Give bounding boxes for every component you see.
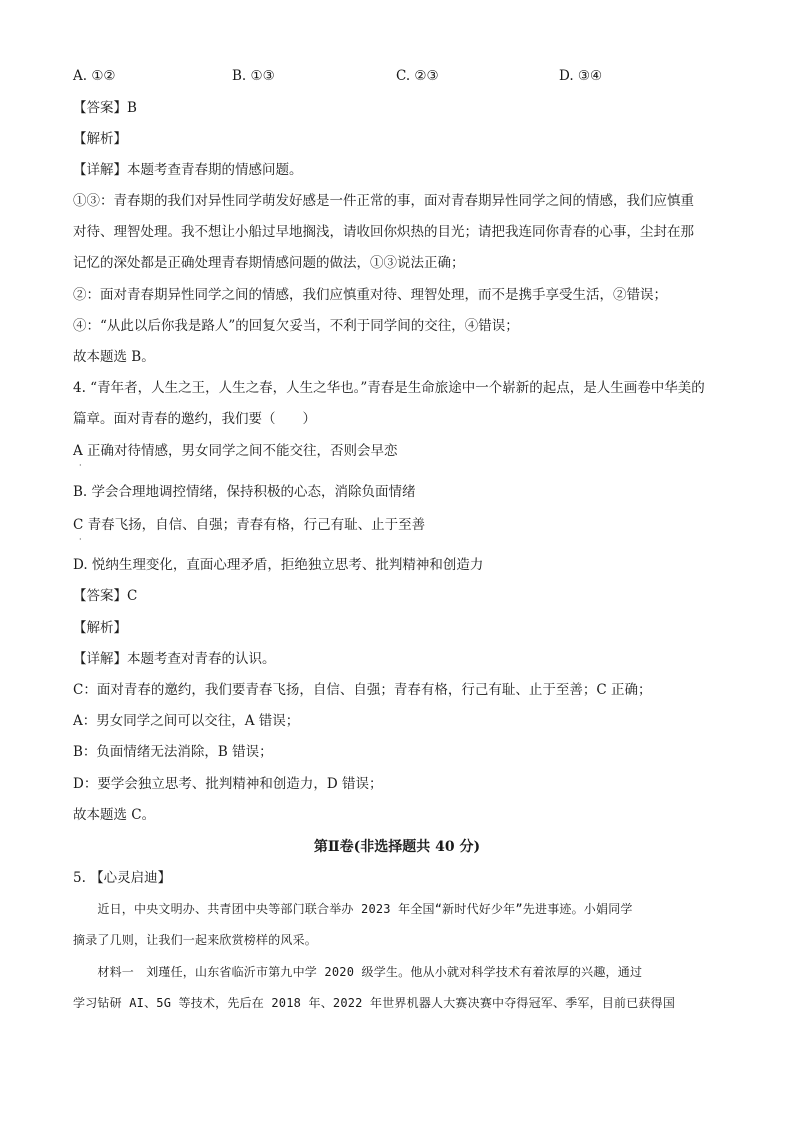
q5-header: 5. 【心灵启迪】: [73, 870, 172, 886]
q3-analysis-label: 【解析】: [73, 131, 127, 147]
q4-answer: 【答案】C: [73, 588, 138, 604]
q4-explanation-line: D：要学会独立思考、批判精神和创造力，D 错误；: [73, 776, 383, 792]
q3-explanation-line: 对待、理智处理。我不想让小船过早地搁浅，请收回你炽热的目光；请把我连同你青春的心事，尘封在那: [73, 224, 694, 240]
option-a: A. ①②: [73, 68, 116, 84]
q3-conclusion: 故本题选 B。: [73, 349, 155, 365]
q4-analysis-label: 【解析】: [73, 620, 127, 636]
q3-explanation-line: ②：面对青春期异性同学之间的情感，我们应慎重对待、理智处理，而不是携手享受生活，②错误；: [73, 287, 667, 303]
q4-option-c: C 青春飞扬，自信、自强；青春有格，行己有耻、止于至善: [73, 517, 426, 533]
option-c: C. ②③: [396, 68, 439, 84]
q3-explanation-line: 记忆的深处都是正确处理青春期情感问题的做法，①③说法正确；: [73, 255, 465, 271]
q4-explanation-line: B：负面情绪无法消除，B 错误；: [73, 744, 273, 760]
q4-conclusion: 故本题选 C。: [73, 807, 156, 823]
q5-material-line: 学习钻研 AI、5G 等技术，先后在 2018 年、2022 年世界机器人大赛决赛中夺得冠军、季军，目前已获得国: [73, 996, 676, 1010]
q4-stem: 4. “青年者，人生之王，人生之春，人生之华也。”青春是生命旅途中一个崭新的起点，是人生画卷中华美的: [73, 380, 705, 396]
stray-dot: ·: [79, 461, 82, 470]
q4-option-a: A 正确对待情感，男女同学之间不能交往，否则会早恋: [73, 443, 398, 459]
section-title: 第Ⅱ卷(非选择题共 40 分): [313, 839, 481, 855]
stray-dot: ·: [79, 535, 82, 544]
q3-detail: 【详解】本题考查青春期的情感问题。: [73, 162, 303, 178]
q4-explanation-line: C：面对青春的邀约，我们要青春飞扬，自信、自强；青春有格，行己有耻、止于至善；C 正确；: [73, 682, 652, 698]
q4-option-d: D. 悦纳生理变化，直面心理矛盾，拒绝独立思考、批判精神和创造力: [73, 557, 484, 573]
q3-explanation-line: ④：“从此以后你我是路人”的回复欠妥当，不利于同学间的交往，④错误；: [73, 318, 519, 334]
q4-option-b: B. 学会合理地调控情绪，保持积极的心态，消除负面情绪: [73, 484, 416, 500]
q4-detail: 【详解】本题考查对青春的认识。: [73, 651, 276, 667]
q5-intro-line: 摘录了几则，让我们一起来欣赏榜样的风采。: [73, 933, 318, 947]
option-b: B. ①③: [232, 68, 275, 84]
q3-answer: 【答案】B: [73, 100, 137, 116]
q5-intro-line: 近日，中央文明办、共青团中央等部门联合举办 2023 年全国“新时代好少年”先进事迹。小娟同学: [73, 902, 633, 916]
q3-explanation-line: ①③：青春期的我们对异性同学萌发好感是一件正常的事，面对青春期异性同学之间的情感，我们应慎重: [73, 193, 694, 209]
option-d: D. ③④: [559, 68, 603, 84]
q4-stem: 篇章。面对青春的邀约，我们要（ ）: [73, 411, 316, 427]
q5-material-line: 材料一 刘瑾任，山东省临沂市第九中学 2020 级学生。他从小就对科学技术有着浓厚的兴趣，通过: [73, 965, 643, 979]
q4-explanation-line: A：男女同学之间可以交往，A 错误；: [73, 713, 300, 729]
